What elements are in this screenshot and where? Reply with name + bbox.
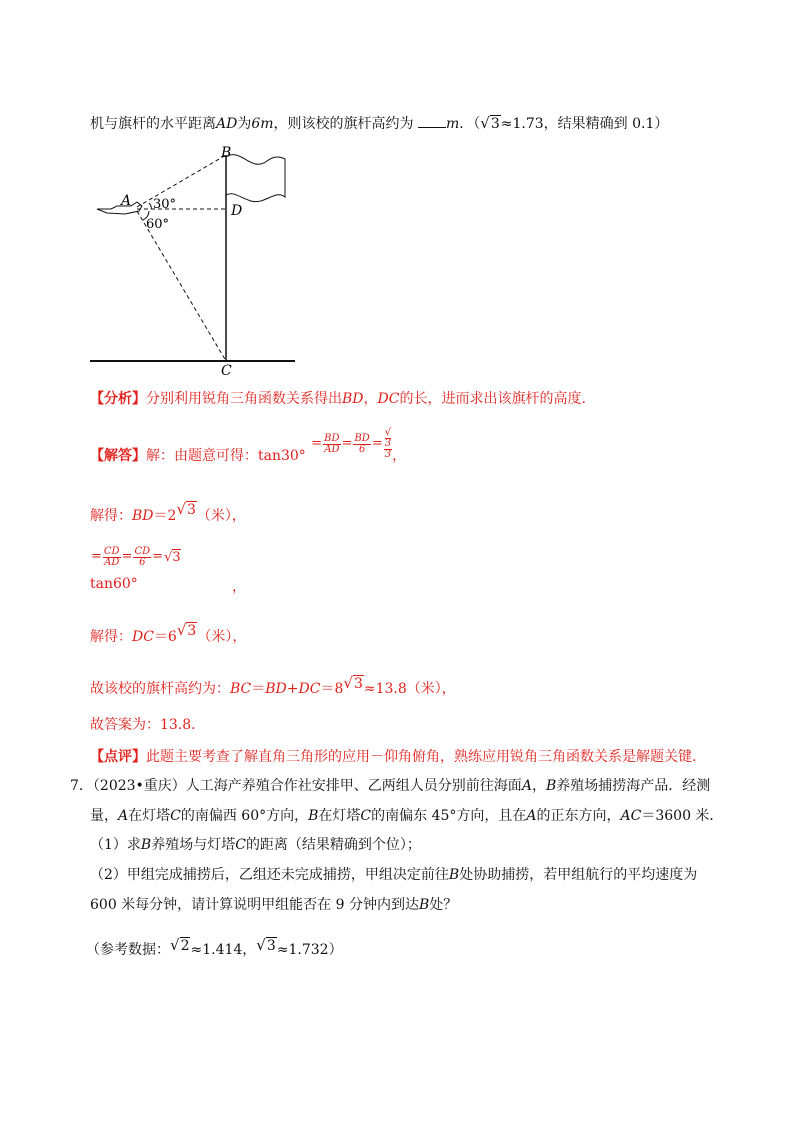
var-c: C: [170, 808, 181, 824]
angle-arc-30: [149, 203, 151, 209]
radicand: 3: [384, 438, 392, 449]
var-b: B: [140, 837, 152, 853]
flagpole-figure: [85, 145, 325, 375]
text: 的南偏东 45°方向，且在: [371, 808, 527, 824]
numerator: BD: [354, 432, 370, 444]
var-b: B: [448, 867, 460, 883]
tan60-fraction-chain: [90, 546, 181, 569]
text: 故该校的旗杆高约为：: [90, 681, 230, 697]
q7-reference-data: [86, 936, 343, 959]
text: ≈1.732）: [276, 942, 343, 958]
text: 为: [237, 116, 252, 132]
text: +: [286, 681, 299, 697]
text: 解：由题意可得：tan30°: [146, 448, 306, 464]
text: 处协助捕捞，若甲组航行的平均速度为: [459, 867, 698, 883]
sqrt-three: √3: [164, 550, 181, 565]
question-number: 7．: [70, 778, 93, 794]
text: ，: [232, 579, 246, 595]
sqrt-three: √3: [256, 936, 276, 954]
text: ，: [392, 448, 407, 464]
var-bc: BC: [230, 681, 252, 697]
var-b: B: [308, 808, 319, 824]
comment-line: [90, 746, 696, 766]
denominator: 6: [358, 443, 366, 455]
analysis-tag: 【分析】: [90, 391, 146, 407]
text: 处？: [429, 897, 458, 913]
analysis-line: [90, 388, 586, 408]
text: 在灯塔: [128, 808, 171, 824]
sqrt-two: √2: [170, 936, 190, 954]
bc-result-line: [90, 674, 456, 698]
answer-line: 故答案为：13.8．: [90, 717, 206, 733]
text: （米），: [196, 508, 246, 524]
var-ad: AD: [216, 116, 238, 132]
radicand: 2: [180, 938, 190, 954]
radicand: 3: [187, 502, 196, 518]
frac-cd-6: [133, 547, 151, 568]
tan60-label: [90, 576, 138, 592]
drone: [97, 202, 142, 214]
var-a: A: [521, 778, 532, 794]
text: ，: [363, 391, 378, 407]
var-c: C: [235, 837, 246, 853]
eq-sign: =: [91, 549, 102, 564]
var-bd: BD: [132, 508, 154, 524]
q7-subquestion-2-cont: [90, 894, 457, 914]
text: ≈1.73，结果精确到 0.1）: [500, 116, 669, 132]
q7-subquestion-1: [90, 834, 421, 854]
text: ＝3600 米．: [641, 808, 724, 824]
denominator: 3: [384, 449, 392, 460]
text: ＝6: [153, 629, 177, 645]
text: 此题主要考查了解直角三角形的应用－仰角俯角，熟练应用锐角三角函数关系是解题关键.: [146, 749, 697, 765]
text: 在灯塔: [318, 808, 361, 824]
solution-tag: 【解答】: [90, 448, 146, 464]
line-ac: [137, 211, 226, 361]
frac-bd-6: [353, 434, 370, 455]
var-b: B: [545, 778, 557, 794]
var-bd: BD: [265, 681, 287, 697]
eq-sign: =: [152, 549, 164, 564]
text: 分别利用锐角三角函数关系得出: [146, 391, 342, 407]
frac-cd-ad: [103, 547, 121, 568]
numerator: √ 3: [384, 427, 392, 449]
denominator: AD: [104, 556, 120, 568]
var-bd: BD: [342, 391, 364, 407]
text: 600 米每分钟，请计算说明甲组能否在 9 分钟内到达: [90, 897, 419, 913]
text: tan60°: [90, 576, 138, 592]
solution-line: [90, 427, 407, 472]
text: 解得：: [90, 508, 132, 524]
text: 的长，进而求出该旗杆的高度.: [399, 391, 586, 407]
sqrt-three: √3: [176, 500, 196, 518]
text: 机与旗杆的水平距离: [90, 116, 216, 132]
denominator: AD: [324, 443, 340, 455]
text: ，则该校的旗杆高约为: [273, 116, 414, 132]
var-c: C: [360, 808, 372, 824]
text: （2023•重庆）人工海产养殖合作社安排甲、乙两组人员分别前往海面: [92, 778, 522, 794]
frac-bd-ad: [323, 434, 340, 455]
var-dc: DC: [377, 391, 400, 407]
sqrt-three: √3: [343, 674, 363, 692]
var-dc: DC: [132, 629, 154, 645]
dc-result-line: [90, 621, 247, 646]
radicand: 3: [172, 550, 181, 565]
eq-sign: =: [341, 436, 353, 451]
radicand: 3: [187, 623, 197, 639]
radicand: 3: [353, 676, 363, 692]
text: 的正东方向，: [536, 808, 621, 824]
var-a: A: [118, 808, 129, 824]
answer-blank: [418, 115, 446, 128]
unit-m: m: [445, 116, 460, 132]
tan60-tail: [232, 576, 246, 596]
text: ≈13.8（米），: [363, 681, 456, 697]
text: 的南偏西 60°方向，: [180, 808, 309, 824]
eq-sign: =: [371, 436, 383, 451]
text: ＝: [251, 681, 266, 697]
text: ≈1.414，: [190, 942, 257, 958]
comment-tag: 【点评】: [90, 749, 146, 765]
tan30-fraction-chain: [310, 428, 392, 460]
text: ＝2: [153, 508, 177, 524]
numerator: CD: [134, 545, 151, 557]
var-a: A: [526, 808, 537, 824]
q7-line1: [70, 775, 710, 795]
text: 养殖场与灯塔: [151, 837, 236, 853]
text: ＝8: [320, 681, 344, 697]
text: ，: [531, 778, 546, 794]
text: 量，: [90, 808, 118, 824]
frac-sqrt3-3: [384, 428, 392, 460]
numerator: CD: [103, 545, 120, 557]
eq-sign: =: [121, 549, 133, 564]
label-d: D: [231, 203, 243, 219]
text: ．（: [459, 116, 481, 132]
angle-label-30: 30°: [153, 197, 177, 212]
denominator: 6: [139, 556, 146, 568]
numerator: BD: [324, 432, 340, 444]
text: （2）甲组完成捕捞后，乙组还未完成捕捞，甲组决定前往: [90, 867, 449, 883]
text: （米），: [197, 629, 247, 645]
q7-subquestion-2: [90, 864, 697, 884]
line-ab: [137, 155, 226, 207]
text: 解得：: [90, 629, 132, 645]
label-c: C: [221, 363, 232, 375]
q7-line2: [90, 805, 723, 825]
var-ac: AC: [620, 808, 642, 824]
angle-label-60: 60°: [146, 217, 170, 232]
flag: [226, 155, 285, 202]
sqrt-three: √3: [480, 114, 500, 132]
eq-sign: =: [311, 436, 323, 451]
bd-result-line: [90, 500, 246, 525]
radicand: 3: [266, 938, 276, 954]
text: （1）求: [90, 837, 141, 853]
sqrt-three: √3: [176, 621, 197, 639]
text: （参考数据：: [86, 942, 170, 958]
label-a: A: [121, 193, 132, 209]
var-dc: DC: [298, 681, 321, 697]
text: 的距离（结果精确到个位）；: [245, 837, 421, 853]
var-b: B: [418, 897, 430, 913]
label-b: B: [221, 145, 232, 161]
intro-line: [90, 113, 668, 133]
text: 养殖场捕捞海产品．经测: [556, 778, 711, 794]
value-6m: 6m: [251, 116, 274, 132]
